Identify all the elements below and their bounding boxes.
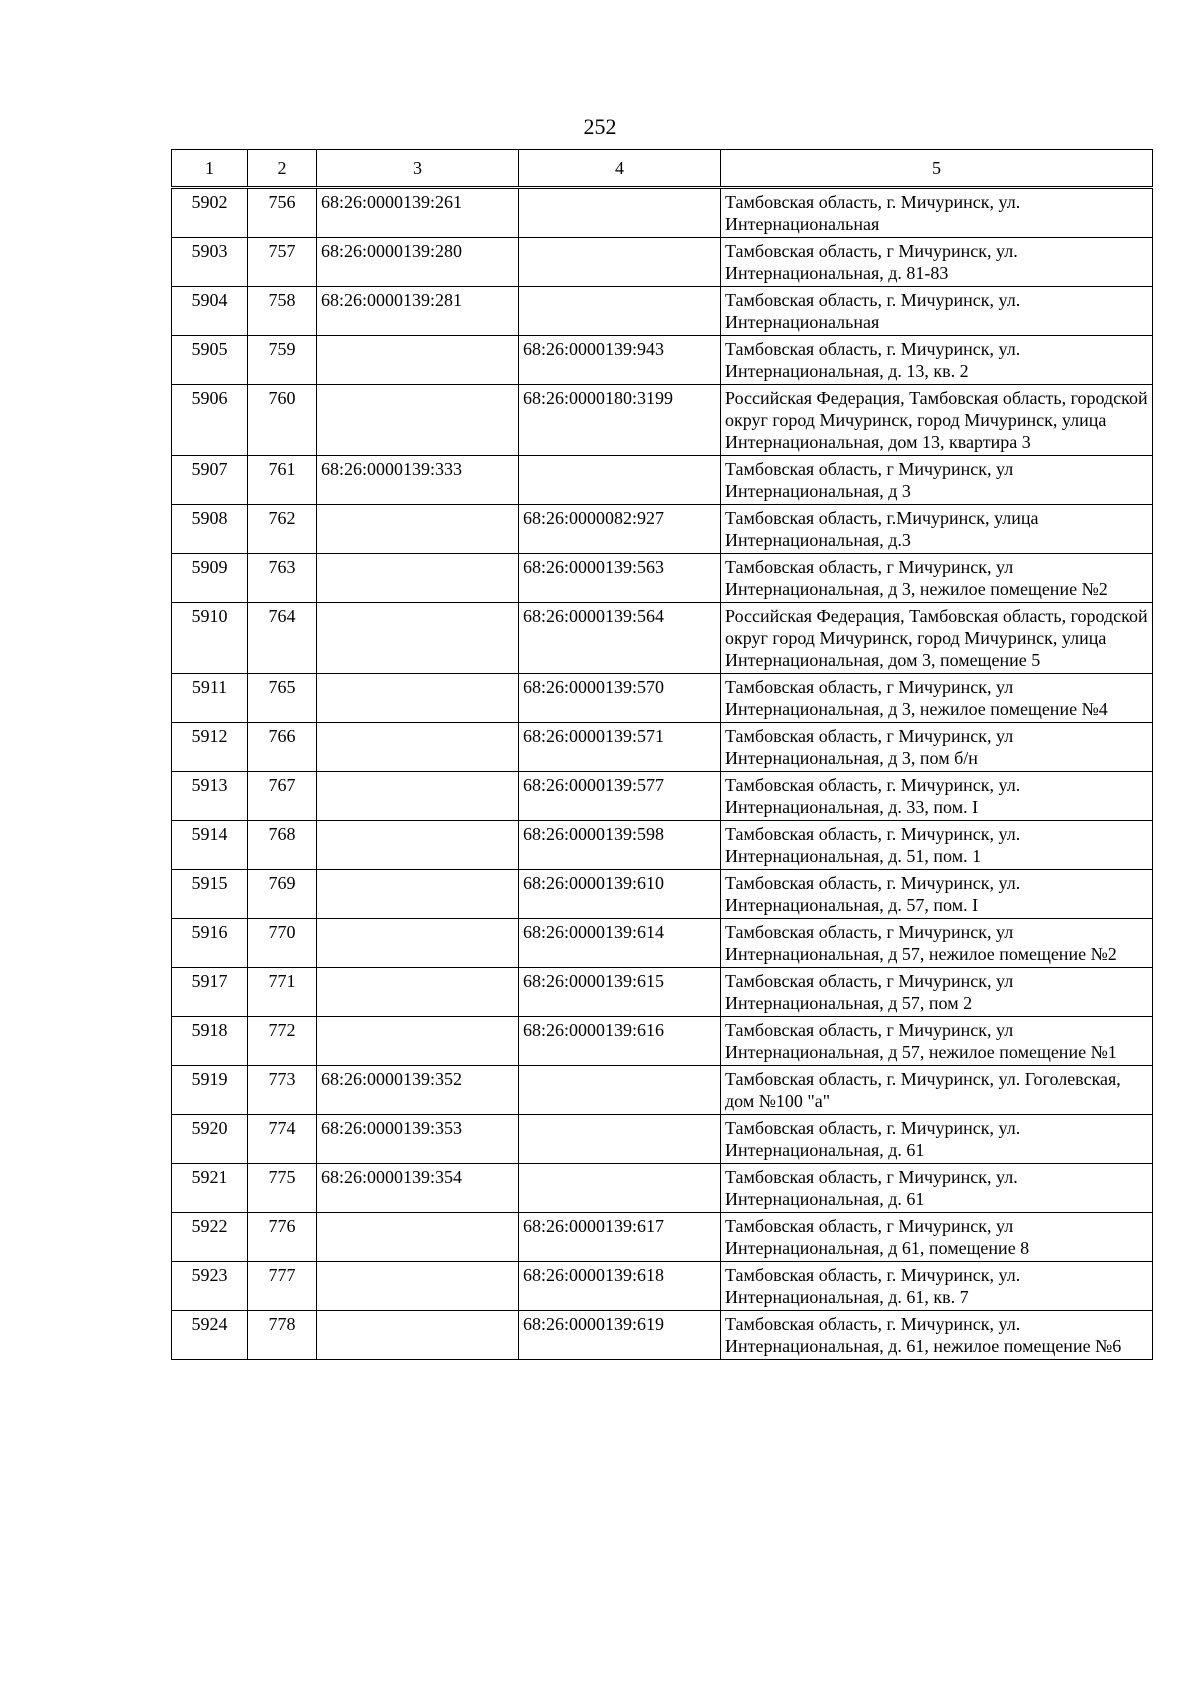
object-cadastral-number: 68:26:0000139:610 <box>519 870 721 919</box>
address: Тамбовская область, г. Мичуринск, ул. Интернациональная <box>721 188 1153 238</box>
row-sequence: 760 <box>248 385 317 456</box>
column-header-4: 4 <box>519 150 721 188</box>
table-row <box>172 238 1153 287</box>
table-row <box>172 603 1153 674</box>
address: Тамбовская область, г Мичуринск, ул Интернациональная, д 3, нежилое помещение №2 <box>721 554 1153 603</box>
row-sequence: 765 <box>248 674 317 723</box>
row-sequence: 778 <box>248 1311 317 1360</box>
table-row <box>172 1115 1153 1164</box>
land-cadastral-number <box>317 870 519 919</box>
object-cadastral-number: 68:26:0000139:943 <box>519 336 721 385</box>
land-cadastral-number <box>317 554 519 603</box>
address: Тамбовская область, г Мичуринск, ул Интернациональная, д 3, нежилое помещение №4 <box>721 674 1153 723</box>
address: Тамбовская область, г Мичуринск, ул Интернациональная, д 57, пом 2 <box>721 968 1153 1017</box>
table-row <box>172 821 1153 870</box>
object-cadastral-number: 68:26:0000139:619 <box>519 1311 721 1360</box>
object-cadastral-number <box>519 456 721 505</box>
table-row <box>172 1066 1153 1115</box>
row-number: 5916 <box>172 919 248 968</box>
object-cadastral-number: 68:26:0000082:927 <box>519 505 721 554</box>
row-number: 5905 <box>172 336 248 385</box>
land-cadastral-number <box>317 505 519 554</box>
object-cadastral-number <box>519 287 721 336</box>
address: Тамбовская область, г Мичуринск, ул Интернациональная, д 61, помещение 8 <box>721 1213 1153 1262</box>
row-sequence: 762 <box>248 505 317 554</box>
object-cadastral-number: 68:26:0000139:571 <box>519 723 721 772</box>
land-cadastral-number <box>317 968 519 1017</box>
table-row <box>172 336 1153 385</box>
row-number: 5922 <box>172 1213 248 1262</box>
row-number: 5915 <box>172 870 248 919</box>
object-cadastral-number: 68:26:0000139:618 <box>519 1262 721 1311</box>
row-number: 5920 <box>172 1115 248 1164</box>
row-sequence: 769 <box>248 870 317 919</box>
row-number: 5907 <box>172 456 248 505</box>
land-cadastral-number: 68:26:0000139:333 <box>317 456 519 505</box>
table-header <box>172 150 1153 188</box>
row-number: 5924 <box>172 1311 248 1360</box>
table-row <box>172 1262 1153 1311</box>
object-cadastral-number: 68:26:0000139:564 <box>519 603 721 674</box>
address: Тамбовская область, г Мичуринск, ул Интернациональная, д 57, нежилое помещение №2 <box>721 919 1153 968</box>
table-row <box>172 505 1153 554</box>
row-sequence: 763 <box>248 554 317 603</box>
land-cadastral-number: 68:26:0000139:281 <box>317 287 519 336</box>
row-number: 5923 <box>172 1262 248 1311</box>
land-cadastral-number: 68:26:0000139:261 <box>317 188 519 238</box>
object-cadastral-number <box>519 1164 721 1213</box>
row-number: 5908 <box>172 505 248 554</box>
row-sequence: 759 <box>248 336 317 385</box>
table-row <box>172 919 1153 968</box>
column-header-1: 1 <box>172 150 248 188</box>
row-number: 5906 <box>172 385 248 456</box>
address: Тамбовская область, г. Мичуринск, ул. Интернациональная, д. 57, пом. I <box>721 870 1153 919</box>
land-cadastral-number <box>317 674 519 723</box>
row-sequence: 776 <box>248 1213 317 1262</box>
address: Тамбовская область, г. Мичуринск, ул. Интернациональная, д. 51, пом. 1 <box>721 821 1153 870</box>
table-row <box>172 1213 1153 1262</box>
address: Российская Федерация, Тамбовская область, городской округ город Мичуринск, город Мичуринск, улица Интернациональная, дом 3, помещение 5 <box>721 603 1153 674</box>
table-row <box>172 188 1153 238</box>
table-row <box>172 870 1153 919</box>
column-header-5: 5 <box>721 150 1153 188</box>
table-row <box>172 554 1153 603</box>
header-row <box>172 150 1153 188</box>
address: Тамбовская область, г Мичуринск, ул Интернациональная, д 57, нежилое помещение №1 <box>721 1017 1153 1066</box>
land-cadastral-number <box>317 336 519 385</box>
row-number: 5904 <box>172 287 248 336</box>
row-sequence: 758 <box>248 287 317 336</box>
row-sequence: 764 <box>248 603 317 674</box>
land-cadastral-number: 68:26:0000139:280 <box>317 238 519 287</box>
row-sequence: 771 <box>248 968 317 1017</box>
row-number: 5903 <box>172 238 248 287</box>
land-cadastral-number <box>317 1262 519 1311</box>
table-body <box>172 188 1153 1360</box>
object-cadastral-number <box>519 188 721 238</box>
row-sequence: 757 <box>248 238 317 287</box>
row-sequence: 772 <box>248 1017 317 1066</box>
row-number: 5913 <box>172 772 248 821</box>
address: Тамбовская область, г Мичуринск, ул. Интернациональная, д. 81-83 <box>721 238 1153 287</box>
object-cadastral-number: 68:26:0000180:3199 <box>519 385 721 456</box>
land-cadastral-number: 68:26:0000139:353 <box>317 1115 519 1164</box>
land-cadastral-number <box>317 385 519 456</box>
object-cadastral-number: 68:26:0000139:616 <box>519 1017 721 1066</box>
object-cadastral-number <box>519 238 721 287</box>
address: Тамбовская область, г. Мичуринск, ул. Гоголевская, дом №100 "а" <box>721 1066 1153 1115</box>
row-number: 5921 <box>172 1164 248 1213</box>
row-number: 5917 <box>172 968 248 1017</box>
land-cadastral-number <box>317 821 519 870</box>
land-cadastral-number: 68:26:0000139:354 <box>317 1164 519 1213</box>
address: Тамбовская область, г Мичуринск, ул Интернациональная, д 3 <box>721 456 1153 505</box>
row-number: 5902 <box>172 188 248 238</box>
object-cadastral-number <box>519 1115 721 1164</box>
land-cadastral-number <box>317 1213 519 1262</box>
table-row <box>172 1017 1153 1066</box>
address: Тамбовская область, г. Мичуринск, ул. Интернациональная, д. 13, кв. 2 <box>721 336 1153 385</box>
land-cadastral-number <box>317 772 519 821</box>
address: Тамбовская область, г. Мичуринск, ул. Интернациональная, д. 61, нежилое помещение №6 <box>721 1311 1153 1360</box>
row-sequence: 756 <box>248 188 317 238</box>
row-number: 5912 <box>172 723 248 772</box>
address: Тамбовская область, г. Мичуринск, ул. Интернациональная, д. 33, пом. I <box>721 772 1153 821</box>
land-cadastral-number <box>317 919 519 968</box>
object-cadastral-number <box>519 1066 721 1115</box>
table-row <box>172 674 1153 723</box>
row-number: 5919 <box>172 1066 248 1115</box>
row-number: 5918 <box>172 1017 248 1066</box>
table-row <box>172 1311 1153 1360</box>
table-row <box>172 456 1153 505</box>
object-cadastral-number: 68:26:0000139:614 <box>519 919 721 968</box>
object-cadastral-number: 68:26:0000139:598 <box>519 821 721 870</box>
row-sequence: 770 <box>248 919 317 968</box>
land-cadastral-number <box>317 1311 519 1360</box>
table-row <box>172 772 1153 821</box>
row-number: 5909 <box>172 554 248 603</box>
address: Тамбовская область, г Мичуринск, ул. Интернациональная, д. 61 <box>721 1164 1153 1213</box>
row-number: 5910 <box>172 603 248 674</box>
row-sequence: 767 <box>248 772 317 821</box>
row-sequence: 775 <box>248 1164 317 1213</box>
column-header-3: 3 <box>317 150 519 188</box>
land-cadastral-number <box>317 603 519 674</box>
table-row <box>172 385 1153 456</box>
row-sequence: 777 <box>248 1262 317 1311</box>
land-cadastral-number <box>317 1017 519 1066</box>
table-row <box>172 723 1153 772</box>
address: Тамбовская область, г. Мичуринск, ул. Интернациональная, д. 61 <box>721 1115 1153 1164</box>
land-cadastral-number: 68:26:0000139:352 <box>317 1066 519 1115</box>
object-cadastral-number: 68:26:0000139:563 <box>519 554 721 603</box>
object-cadastral-number: 68:26:0000139:615 <box>519 968 721 1017</box>
address: Тамбовская область, г.Мичуринск, улица Интернациональная, д.3 <box>721 505 1153 554</box>
table-row <box>172 968 1153 1017</box>
table-row <box>172 1164 1153 1213</box>
row-number: 5911 <box>172 674 248 723</box>
row-sequence: 761 <box>248 456 317 505</box>
row-number: 5914 <box>172 821 248 870</box>
row-sequence: 766 <box>248 723 317 772</box>
address: Тамбовская область, г. Мичуринск, ул. Интернациональная <box>721 287 1153 336</box>
row-sequence: 768 <box>248 821 317 870</box>
page-number: 252 <box>583 114 617 139</box>
object-cadastral-number: 68:26:0000139:577 <box>519 772 721 821</box>
address: Тамбовская область, г. Мичуринск, ул. Интернациональная, д. 61, кв. 7 <box>721 1262 1153 1311</box>
table-row <box>172 287 1153 336</box>
land-cadastral-number <box>317 723 519 772</box>
property-register-table <box>171 149 1153 1360</box>
row-sequence: 773 <box>248 1066 317 1115</box>
column-header-2: 2 <box>248 150 317 188</box>
address: Российская Федерация, Тамбовская область, городской округ город Мичуринск, город Мичуринск, улица Интернациональная, дом 13, квартира 3 <box>721 385 1153 456</box>
object-cadastral-number: 68:26:0000139:570 <box>519 674 721 723</box>
row-sequence: 774 <box>248 1115 317 1164</box>
address: Тамбовская область, г Мичуринск, ул Интернациональная, д 3, пом б/н <box>721 723 1153 772</box>
object-cadastral-number: 68:26:0000139:617 <box>519 1213 721 1262</box>
